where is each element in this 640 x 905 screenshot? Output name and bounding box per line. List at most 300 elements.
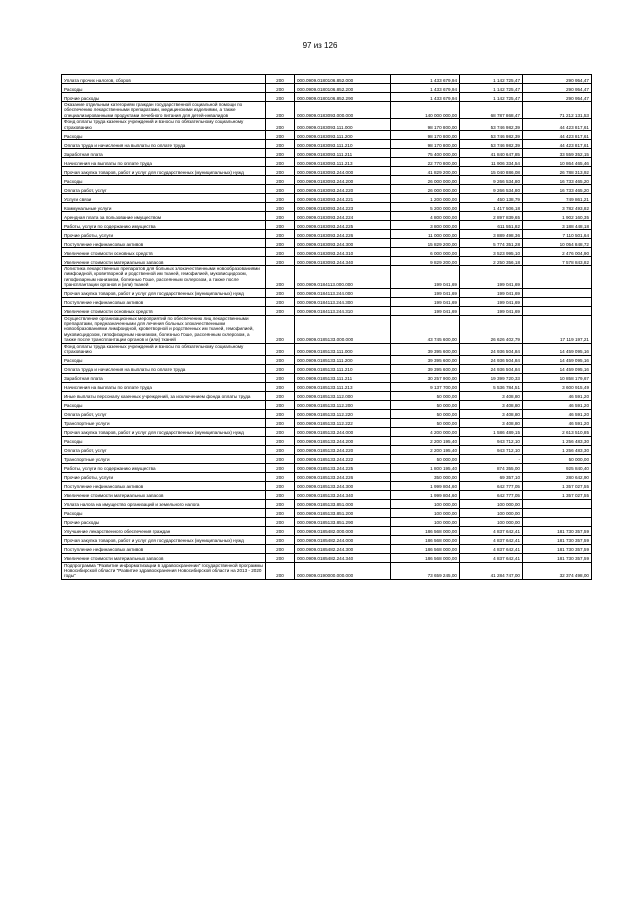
cell-budget-classification-code: 000.0909.0180106.852.200 bbox=[295, 84, 391, 93]
table-row bbox=[62, 140, 592, 149]
cell-line-code: 200 bbox=[266, 297, 295, 306]
cell-executed-amount: 943 712,10 bbox=[460, 445, 523, 454]
cell-unexecuted-amount: 280 642,90 bbox=[523, 472, 592, 481]
cell-budget-classification-code: 000.0909.0183093.111.213 bbox=[295, 158, 391, 167]
cell-executed-amount: 24 936 504,84 bbox=[460, 355, 523, 364]
cell-executed-amount: 4 837 642,41 bbox=[460, 544, 523, 553]
cell-approved-amount: 75 400 000,00 bbox=[391, 149, 460, 158]
cell-budget-classification-code: 000.0909.0183093.244.340 bbox=[295, 257, 391, 266]
cell-indicator-name: Логистика лекарственных препаратов для больных злокачественными новообразованиями лимфоидной, кроветворной и родственной им тканей, гемофилией, муковисцидозом, гипофизарным нанизмом, болезнью Гоше, рассеянным склерозом, а также после трансплантации органов и (или) тканей bbox=[62, 266, 266, 289]
cell-executed-amount: 642 777,05 bbox=[460, 490, 523, 499]
cell-budget-classification-code: 000.0909.0185133.111.211 bbox=[295, 373, 391, 382]
cell-unexecuted-amount bbox=[523, 508, 592, 517]
cell-approved-amount: 2 200 195,40 bbox=[391, 436, 460, 445]
cell-line-code: 200 bbox=[266, 149, 295, 158]
cell-indicator-name: Оплата работ, услуг bbox=[62, 185, 266, 194]
table-row bbox=[62, 562, 592, 579]
cell-line-code: 200 bbox=[266, 194, 295, 203]
cell-budget-classification-code: 000.0909.0184113.000.000 bbox=[295, 266, 391, 289]
table-row bbox=[62, 409, 592, 418]
cell-indicator-name: Расходы bbox=[62, 400, 266, 409]
cell-unexecuted-amount: 2 476 004,90 bbox=[523, 248, 592, 257]
cell-approved-amount: 50 000,00 bbox=[391, 418, 460, 427]
cell-unexecuted-amount: 1 357 027,55 bbox=[523, 481, 592, 490]
cell-budget-classification-code: 000.0909.0183093.244.200 bbox=[295, 176, 391, 185]
cell-executed-amount: 450 138,79 bbox=[460, 194, 523, 203]
cell-line-code: 200 bbox=[266, 454, 295, 463]
table-row bbox=[62, 176, 592, 185]
cell-budget-classification-code: 000.0909.0185133.112.222 bbox=[295, 418, 391, 427]
table-row bbox=[62, 185, 592, 194]
cell-line-code: 200 bbox=[266, 212, 295, 221]
cell-executed-amount: 3 408,80 bbox=[460, 391, 523, 400]
table-row bbox=[62, 149, 592, 158]
table-row bbox=[62, 257, 592, 266]
cell-executed-amount: 100 000,00 bbox=[460, 499, 523, 508]
cell-approved-amount: 199 041,69 bbox=[391, 297, 460, 306]
cell-budget-classification-code: 000.0909.0180106.852.290 bbox=[295, 93, 391, 102]
cell-executed-amount: 41 840 647,85 bbox=[460, 149, 523, 158]
cell-unexecuted-amount: 32 374 498,00 bbox=[523, 562, 592, 579]
cell-budget-classification-code: 000.0909.0185482.000.000 bbox=[295, 526, 391, 535]
cell-approved-amount: 2 200 195,40 bbox=[391, 445, 460, 454]
cell-indicator-name: Оказание отдельным категориям граждан государственной социальной помощи по обеспечению лекарственными препаратами, медицинскими изделиями, а также специализированными продуктами лечебного питания для детей-инвалидов bbox=[62, 102, 266, 119]
cell-executed-amount: 943 712,10 bbox=[460, 436, 523, 445]
table-row bbox=[62, 203, 592, 212]
table-row bbox=[62, 297, 592, 306]
cell-unexecuted-amount: 7 110 501,64 bbox=[523, 230, 592, 239]
cell-indicator-name: Коммунальные услуги bbox=[62, 203, 266, 212]
table-row bbox=[62, 544, 592, 553]
table-row bbox=[62, 194, 592, 203]
table-row bbox=[62, 481, 592, 490]
cell-executed-amount: 9 266 534,80 bbox=[460, 185, 523, 194]
cell-budget-classification-code: 000.0909.0183093.244.226 bbox=[295, 230, 391, 239]
cell-line-code: 200 bbox=[266, 409, 295, 418]
table-row bbox=[62, 167, 592, 176]
cell-indicator-name: Улучшение лекарственного обеспечения граждан bbox=[62, 526, 266, 535]
cell-unexecuted-amount: 181 730 357,59 bbox=[523, 535, 592, 544]
cell-line-code: 200 bbox=[266, 248, 295, 257]
table-row bbox=[62, 427, 592, 436]
cell-line-code: 200 bbox=[266, 490, 295, 499]
cell-unexecuted-amount: 17 119 197,21 bbox=[523, 315, 592, 343]
cell-approved-amount: 199 041,69 bbox=[391, 306, 460, 315]
cell-approved-amount: 100 000,00 bbox=[391, 508, 460, 517]
cell-unexecuted-amount: 71 212 131,53 bbox=[523, 102, 592, 119]
cell-unexecuted-amount: 16 733 465,20 bbox=[523, 176, 592, 185]
cell-budget-classification-code: 000.0909.0183093.244.224 bbox=[295, 212, 391, 221]
cell-line-code: 200 bbox=[266, 102, 295, 119]
cell-indicator-name: Заработная плата bbox=[62, 373, 266, 382]
cell-budget-classification-code: 000.0909.0185482.244.300 bbox=[295, 544, 391, 553]
cell-line-code: 200 bbox=[266, 266, 295, 289]
table-row bbox=[62, 102, 592, 119]
cell-unexecuted-amount: 290 954,47 bbox=[523, 93, 592, 102]
cell-budget-classification-code: 000.0909.0183093.244.220 bbox=[295, 185, 391, 194]
cell-approved-amount: 3 800 000,00 bbox=[391, 221, 460, 230]
cell-unexecuted-amount: 10 864 465,46 bbox=[523, 158, 592, 167]
cell-indicator-name: Оплата работ, услуг bbox=[62, 445, 266, 454]
cell-indicator-name: Увеличение стоимости основных средств bbox=[62, 248, 266, 257]
cell-unexecuted-amount: 44 423 817,61 bbox=[523, 131, 592, 140]
cell-indicator-name: Услуги связи bbox=[62, 194, 266, 203]
cell-unexecuted-amount: 7 578 843,82 bbox=[523, 257, 592, 266]
table-row bbox=[62, 239, 592, 248]
cell-unexecuted-amount: 3 600 915,49 bbox=[523, 382, 592, 391]
cell-executed-amount: 1 142 725,47 bbox=[460, 75, 523, 84]
cell-indicator-name: Поступление нефинансовых активов bbox=[62, 239, 266, 248]
cell-indicator-name: Поступление нефинансовых активов bbox=[62, 481, 266, 490]
cell-indicator-name: Расходы bbox=[62, 355, 266, 364]
table-row bbox=[62, 382, 592, 391]
cell-executed-amount: 1 142 725,47 bbox=[460, 84, 523, 93]
cell-line-code: 200 bbox=[266, 481, 295, 490]
cell-unexecuted-amount: 26 788 313,92 bbox=[523, 167, 592, 176]
cell-line-code: 200 bbox=[266, 306, 295, 315]
cell-indicator-name: Прочая закупка товаров, работ и услуг для государственных (муниципальных) нужд bbox=[62, 288, 266, 297]
table-row bbox=[62, 306, 592, 315]
cell-approved-amount: 15 829 200,00 bbox=[391, 239, 460, 248]
cell-line-code: 200 bbox=[266, 75, 295, 84]
cell-indicator-name: Увеличение стоимости основных средств bbox=[62, 306, 266, 315]
budget-execution-table bbox=[61, 74, 592, 580]
cell-line-code: 200 bbox=[266, 257, 295, 266]
cell-line-code: 200 bbox=[266, 382, 295, 391]
cell-line-code: 200 bbox=[266, 343, 295, 355]
cell-approved-amount: 1 433 679,94 bbox=[391, 75, 460, 84]
cell-budget-classification-code: 000.0909.0185133.244.226 bbox=[295, 472, 391, 481]
cell-unexecuted-amount: 1 256 483,30 bbox=[523, 445, 592, 454]
cell-line-code: 200 bbox=[266, 427, 295, 436]
cell-indicator-name: Прочая закупка товаров, работ и услуг для государственных (муниципальных) нужд bbox=[62, 167, 266, 176]
cell-unexecuted-amount bbox=[523, 499, 592, 508]
cell-executed-amount: 3 408,80 bbox=[460, 400, 523, 409]
cell-approved-amount: 1 433 679,94 bbox=[391, 93, 460, 102]
cell-approved-amount: 1 999 804,60 bbox=[391, 490, 460, 499]
cell-budget-classification-code: 000.0909.0183093.111.211 bbox=[295, 149, 391, 158]
cell-approved-amount: 1 433 679,94 bbox=[391, 84, 460, 93]
cell-indicator-name: Увеличение стоимости материальных запасов bbox=[62, 490, 266, 499]
cell-line-code: 200 bbox=[266, 463, 295, 472]
cell-executed-amount: 11 906 334,54 bbox=[460, 158, 523, 167]
cell-unexecuted-amount: 925 840,40 bbox=[523, 463, 592, 472]
cell-approved-amount: 4 200 000,00 bbox=[391, 427, 460, 436]
cell-approved-amount: 350 000,00 bbox=[391, 472, 460, 481]
cell-line-code: 200 bbox=[266, 373, 295, 382]
cell-unexecuted-amount: 290 954,47 bbox=[523, 75, 592, 84]
cell-executed-amount: 5 774 351,28 bbox=[460, 239, 523, 248]
cell-executed-amount: 69 357,10 bbox=[460, 472, 523, 481]
cell-indicator-name: Поступление нефинансовых активов bbox=[62, 544, 266, 553]
table-row bbox=[62, 355, 592, 364]
cell-budget-classification-code: 000.0909.0185133.244.220 bbox=[295, 445, 391, 454]
table-row bbox=[62, 418, 592, 427]
cell-indicator-name: Транспортные услуги bbox=[62, 418, 266, 427]
cell-approved-amount: 50 000,00 bbox=[391, 409, 460, 418]
cell-executed-amount: 874 355,00 bbox=[460, 463, 523, 472]
table-row bbox=[62, 266, 592, 289]
cell-unexecuted-amount: 749 861,21 bbox=[523, 194, 592, 203]
cell-approved-amount: 11 000 000,00 bbox=[391, 230, 460, 239]
cell-executed-amount: 3 408,80 bbox=[460, 418, 523, 427]
cell-approved-amount: 140 000 000,00 bbox=[391, 102, 460, 119]
cell-approved-amount: 22 770 800,00 bbox=[391, 158, 460, 167]
cell-unexecuted-amount: 181 730 357,59 bbox=[523, 544, 592, 553]
cell-executed-amount: 24 936 504,84 bbox=[460, 343, 523, 355]
cell-executed-amount: 19 399 720,33 bbox=[460, 373, 523, 382]
cell-budget-classification-code: 000.0909.0183093.244.000 bbox=[295, 167, 391, 176]
table-row bbox=[62, 364, 592, 373]
table-row bbox=[62, 517, 592, 526]
table-row bbox=[62, 463, 592, 472]
table-row bbox=[62, 490, 592, 499]
cell-approved-amount: 100 000,00 bbox=[391, 517, 460, 526]
table-row bbox=[62, 499, 592, 508]
cell-budget-classification-code: 000.0909.0185133.244.300 bbox=[295, 481, 391, 490]
cell-executed-amount: 199 041,69 bbox=[460, 266, 523, 289]
cell-line-code: 200 bbox=[266, 131, 295, 140]
cell-line-code: 200 bbox=[266, 544, 295, 553]
table-row bbox=[62, 119, 592, 131]
cell-indicator-name: Арендная плата за пользование имуществом bbox=[62, 212, 266, 221]
cell-approved-amount: 50 000,00 bbox=[391, 454, 460, 463]
cell-line-code: 200 bbox=[266, 526, 295, 535]
cell-line-code: 200 bbox=[266, 315, 295, 343]
cell-indicator-name: Прочая закупка товаров, работ и услуг для государственных (муниципальных) нужд bbox=[62, 535, 266, 544]
cell-executed-amount: 68 787 868,47 bbox=[460, 102, 523, 119]
table-row bbox=[62, 472, 592, 481]
cell-unexecuted-amount: 14 459 095,16 bbox=[523, 343, 592, 355]
cell-approved-amount: 1 200 000,00 bbox=[391, 194, 460, 203]
cell-budget-classification-code: 000.0909.0183093.244.300 bbox=[295, 239, 391, 248]
cell-unexecuted-amount: 50 000,00 bbox=[523, 454, 592, 463]
cell-executed-amount: 611 551,82 bbox=[460, 221, 523, 230]
table-row bbox=[62, 288, 592, 297]
cell-line-code: 200 bbox=[266, 288, 295, 297]
cell-executed-amount: 53 746 982,39 bbox=[460, 131, 523, 140]
cell-executed-amount: 199 041,69 bbox=[460, 297, 523, 306]
cell-executed-amount: 24 936 504,84 bbox=[460, 364, 523, 373]
cell-line-code: 200 bbox=[266, 562, 295, 579]
cell-budget-classification-code: 000.0909.0185133.112.000 bbox=[295, 391, 391, 400]
cell-line-code: 200 bbox=[266, 355, 295, 364]
cell-budget-classification-code: 000.0909.0180106.852.000 bbox=[295, 75, 391, 84]
cell-unexecuted-amount: 2 613 510,85 bbox=[523, 427, 592, 436]
cell-executed-amount: 199 041,69 bbox=[460, 306, 523, 315]
cell-approved-amount: 100 000,00 bbox=[391, 499, 460, 508]
cell-executed-amount: 1 417 506,18 bbox=[460, 203, 523, 212]
cell-unexecuted-amount: 14 459 095,16 bbox=[523, 355, 592, 364]
cell-executed-amount: 5 536 784,51 bbox=[460, 382, 523, 391]
cell-executed-amount: 53 746 982,39 bbox=[460, 119, 523, 131]
cell-indicator-name: Прочие расходы bbox=[62, 517, 266, 526]
cell-indicator-name: Подпрограмма "Развитие информатизации в здравоохранении" государственной программы Новосибирской области "Развитие здравоохранения Новосибирской области на 2013 - 2020 годы" bbox=[62, 562, 266, 579]
cell-approved-amount: 186 568 000,00 bbox=[391, 553, 460, 562]
cell-line-code: 200 bbox=[266, 499, 295, 508]
cell-executed-amount: 3 889 498,36 bbox=[460, 230, 523, 239]
cell-indicator-name: Прочие расходы bbox=[62, 93, 266, 102]
cell-approved-amount: 43 745 600,00 bbox=[391, 315, 460, 343]
cell-approved-amount: 73 659 245,00 bbox=[391, 562, 460, 579]
cell-indicator-name: Начисления на выплаты по оплате труда bbox=[62, 382, 266, 391]
cell-unexecuted-amount: 16 733 465,20 bbox=[523, 185, 592, 194]
cell-approved-amount: 98 170 800,00 bbox=[391, 140, 460, 149]
cell-indicator-name: Оплата труда и начисления на выплаты по оплате труда bbox=[62, 364, 266, 373]
cell-line-code: 200 bbox=[266, 535, 295, 544]
cell-indicator-name: Начисления на выплаты по оплате труда bbox=[62, 158, 266, 167]
cell-indicator-name: Фонд оплаты труда казенных учреждений и взносы по обязательному социальному страхованию bbox=[62, 343, 266, 355]
cell-executed-amount: 15 040 886,08 bbox=[460, 167, 523, 176]
cell-line-code: 200 bbox=[266, 391, 295, 400]
cell-budget-classification-code: 000.0909.0185482.244.340 bbox=[295, 553, 391, 562]
cell-approved-amount: 186 568 000,00 bbox=[391, 544, 460, 553]
cell-budget-classification-code: 000.0909.0185133.244.200 bbox=[295, 436, 391, 445]
cell-line-code: 200 bbox=[266, 167, 295, 176]
cell-unexecuted-amount: 33 559 352,15 bbox=[523, 149, 592, 158]
cell-indicator-name: Поступление нефинансовых активов bbox=[62, 297, 266, 306]
cell-budget-classification-code: 000.0909.0183093.244.225 bbox=[295, 221, 391, 230]
table-row bbox=[62, 391, 592, 400]
cell-line-code: 200 bbox=[266, 140, 295, 149]
table-row bbox=[62, 436, 592, 445]
cell-unexecuted-amount: 3 188 448,18 bbox=[523, 221, 592, 230]
cell-line-code: 200 bbox=[266, 400, 295, 409]
cell-unexecuted-amount: 10 858 179,67 bbox=[523, 373, 592, 382]
cell-indicator-name: Транспортные услуги bbox=[62, 454, 266, 463]
cell-approved-amount: 39 395 600,00 bbox=[391, 364, 460, 373]
cell-line-code: 200 bbox=[266, 185, 295, 194]
cell-approved-amount: 1 999 804,60 bbox=[391, 481, 460, 490]
cell-unexecuted-amount: 181 730 357,59 bbox=[523, 526, 592, 535]
cell-line-code: 200 bbox=[266, 445, 295, 454]
cell-budget-classification-code: 000.0909.0185133.851.290 bbox=[295, 517, 391, 526]
cell-approved-amount: 199 041,69 bbox=[391, 288, 460, 297]
table-row bbox=[62, 131, 592, 140]
table-row bbox=[62, 212, 592, 221]
table-row bbox=[62, 508, 592, 517]
cell-indicator-name: Расходы bbox=[62, 131, 266, 140]
cell-budget-classification-code: 000.0909.0185133.244.000 bbox=[295, 427, 391, 436]
cell-approved-amount: 41 829 200,00 bbox=[391, 167, 460, 176]
cell-executed-amount: 26 626 402,79 bbox=[460, 315, 523, 343]
cell-executed-amount: 2 897 839,65 bbox=[460, 212, 523, 221]
table-row bbox=[62, 454, 592, 463]
cell-executed-amount: 642 777,05 bbox=[460, 481, 523, 490]
cell-executed-amount: 9 266 534,80 bbox=[460, 176, 523, 185]
cell-unexecuted-amount: 46 591,20 bbox=[523, 418, 592, 427]
table-row bbox=[62, 248, 592, 257]
cell-indicator-name: Расходы bbox=[62, 176, 266, 185]
cell-budget-classification-code: 000.0909.0184113.244.300 bbox=[295, 297, 391, 306]
cell-approved-amount: 26 000 000,00 bbox=[391, 176, 460, 185]
table-row bbox=[62, 535, 592, 544]
cell-line-code: 200 bbox=[266, 230, 295, 239]
cell-indicator-name: Заработная плата bbox=[62, 149, 266, 158]
cell-line-code: 200 bbox=[266, 418, 295, 427]
cell-indicator-name: Увеличение стоимости материальных запасов bbox=[62, 553, 266, 562]
cell-executed-amount: 4 837 642,41 bbox=[460, 535, 523, 544]
cell-unexecuted-amount bbox=[523, 517, 592, 526]
cell-executed-amount: 3 523 995,10 bbox=[460, 248, 523, 257]
cell-budget-classification-code: 000.0909.0185133.111.000 bbox=[295, 343, 391, 355]
cell-budget-classification-code: 000.0909.0185133.111.213 bbox=[295, 382, 391, 391]
cell-executed-amount: 100 000,00 bbox=[460, 517, 523, 526]
table-row bbox=[62, 75, 592, 84]
cell-line-code: 200 bbox=[266, 517, 295, 526]
cell-budget-classification-code: 000.0909.0183093.244.310 bbox=[295, 248, 391, 257]
cell-unexecuted-amount bbox=[523, 266, 592, 289]
cell-indicator-name: Прочая закупка товаров, работ и услуг для государственных (муниципальных) нужд bbox=[62, 427, 266, 436]
cell-unexecuted-amount: 3 782 493,82 bbox=[523, 203, 592, 212]
cell-approved-amount: 50 000,00 bbox=[391, 400, 460, 409]
table-row bbox=[62, 445, 592, 454]
cell-line-code: 200 bbox=[266, 93, 295, 102]
cell-budget-classification-code: 000.0909.0185133.111.200 bbox=[295, 355, 391, 364]
cell-approved-amount: 39 395 600,00 bbox=[391, 343, 460, 355]
cell-indicator-name: Оплата работ, услуг bbox=[62, 409, 266, 418]
table-row bbox=[62, 553, 592, 562]
cell-line-code: 200 bbox=[266, 436, 295, 445]
cell-unexecuted-amount: 1 256 483,30 bbox=[523, 436, 592, 445]
cell-unexecuted-amount: 1 902 160,35 bbox=[523, 212, 592, 221]
cell-line-code: 200 bbox=[266, 553, 295, 562]
cell-indicator-name: Увеличение стоимости материальных запасов bbox=[62, 257, 266, 266]
cell-line-code: 200 bbox=[266, 176, 295, 185]
cell-budget-classification-code: 000.0909.0185133.244.225 bbox=[295, 463, 391, 472]
cell-budget-classification-code: 000.0909.0183093.111.200 bbox=[295, 131, 391, 140]
cell-indicator-name: Работы, услуги по содержанию имущества bbox=[62, 463, 266, 472]
cell-budget-classification-code: 000.0909.0183093.000.000 bbox=[295, 102, 391, 119]
cell-budget-classification-code: 000.0909.0185133.244.222 bbox=[295, 454, 391, 463]
cell-executed-amount: 1 586 489,15 bbox=[460, 427, 523, 436]
cell-budget-classification-code: 000.0909.0185133.112.200 bbox=[295, 400, 391, 409]
cell-executed-amount: 2 250 356,18 bbox=[460, 257, 523, 266]
cell-budget-classification-code: 000.0909.0185133.851.000 bbox=[295, 499, 391, 508]
cell-line-code: 200 bbox=[266, 203, 295, 212]
cell-budget-classification-code: 000.0909.0183093.111.210 bbox=[295, 140, 391, 149]
cell-approved-amount: 50 000,00 bbox=[391, 391, 460, 400]
table-row bbox=[62, 84, 592, 93]
cell-approved-amount: 98 170 800,00 bbox=[391, 119, 460, 131]
table-row bbox=[62, 158, 592, 167]
cell-indicator-name: Расходы bbox=[62, 508, 266, 517]
cell-unexecuted-amount bbox=[523, 306, 592, 315]
cell-executed-amount: 4 837 642,41 bbox=[460, 553, 523, 562]
cell-budget-classification-code: 000.0909.0183093.111.000 bbox=[295, 119, 391, 131]
cell-indicator-name: Прочие работы, услуги bbox=[62, 472, 266, 481]
cell-approved-amount: 39 395 600,00 bbox=[391, 355, 460, 364]
cell-unexecuted-amount: 10 054 848,72 bbox=[523, 239, 592, 248]
cell-budget-classification-code: 000.0909.0183093.244.223 bbox=[295, 203, 391, 212]
table-row bbox=[62, 315, 592, 343]
table-row bbox=[62, 343, 592, 355]
cell-executed-amount: 4 837 642,41 bbox=[460, 526, 523, 535]
cell-indicator-name: Уплата прочих налогов, сборов bbox=[62, 75, 266, 84]
cell-indicator-name: Прочие работы, услуги bbox=[62, 230, 266, 239]
cell-line-code: 200 bbox=[266, 364, 295, 373]
cell-executed-amount: 100 000,00 bbox=[460, 508, 523, 517]
cell-budget-classification-code: 000.0909.0185133.244.340 bbox=[295, 490, 391, 499]
cell-indicator-name: Работы, услуги по содержанию имущества bbox=[62, 221, 266, 230]
cell-budget-classification-code: 000.0909.0183093.244.221 bbox=[295, 194, 391, 203]
cell-approved-amount: 9 829 200,00 bbox=[391, 257, 460, 266]
cell-executed-amount: 41 284 747,00 bbox=[460, 562, 523, 579]
cell-indicator-name: Расходы bbox=[62, 436, 266, 445]
cell-line-code: 200 bbox=[266, 508, 295, 517]
table-row bbox=[62, 230, 592, 239]
cell-budget-classification-code: 000.0909.0185133.000.000 bbox=[295, 315, 391, 343]
